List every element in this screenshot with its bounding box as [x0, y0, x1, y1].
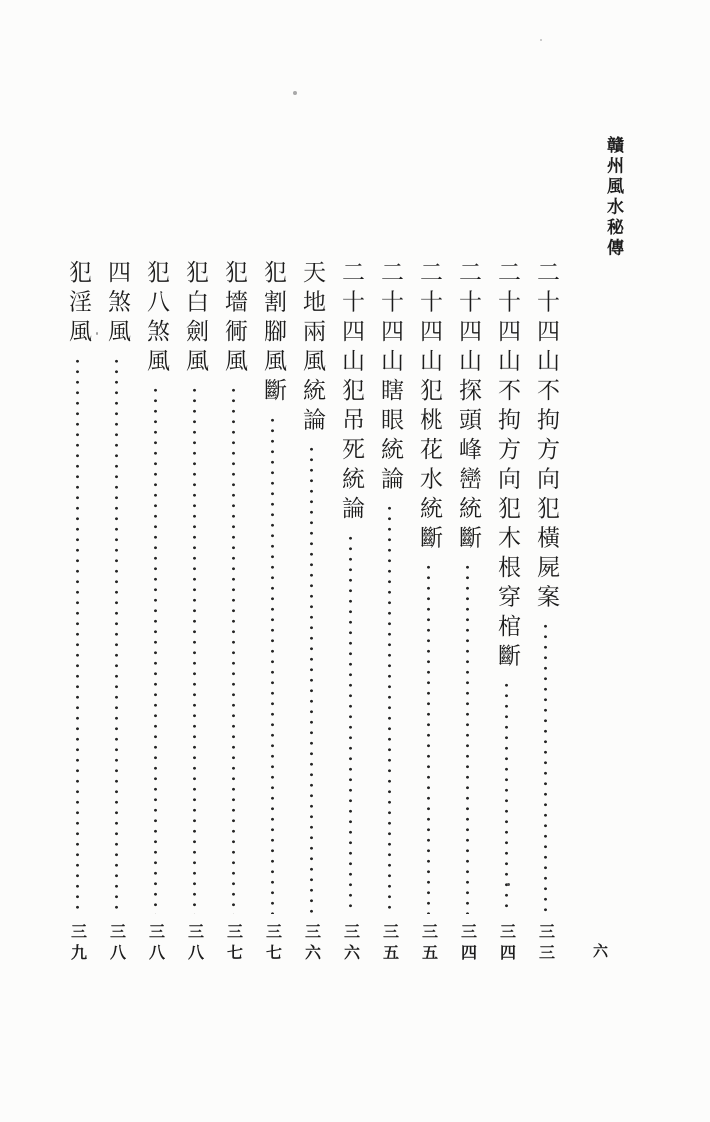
toc-entry-title: 天地兩風統論: [299, 260, 325, 437]
folio-page-number: 六: [593, 942, 609, 960]
dotted-leader: [193, 385, 196, 914]
dotted-leader: [505, 680, 508, 914]
toc-entry-title: 二十四山瞎眼統論: [377, 260, 403, 496]
toc-entry-page-number: 三七: [263, 923, 283, 965]
toc-entry-page-number: 三六: [302, 923, 322, 965]
toc-entry-page-number: 三六: [341, 923, 361, 965]
dotted-leader: [466, 562, 469, 914]
dotted-leader: [310, 444, 313, 914]
toc-entry: [331, 260, 370, 966]
dotted-leader: [76, 356, 79, 915]
toc-entry-page-number: 三四: [458, 923, 478, 965]
toc-entry-title: 犯八煞風: [143, 260, 169, 378]
toc-entry: [97, 260, 136, 966]
toc-entry-title: 犯割腳風斷: [260, 260, 286, 408]
dotted-leader: [544, 621, 547, 914]
toc-entry-page-number: 三三: [536, 923, 556, 965]
toc-entry-title: 二十四山不拘方向犯木根穿棺斷: [494, 260, 520, 673]
toc-entry: [214, 260, 253, 966]
toc-entry: [253, 260, 292, 966]
toc-entry: [526, 260, 565, 966]
dotted-leader: [349, 533, 352, 915]
toc-entry-title: 犯白劍風: [182, 260, 208, 378]
toc-entry: [487, 260, 526, 966]
toc-entry-page-number: 三八: [107, 923, 127, 965]
toc-entry-title: 二十四山探頭峰巒統斷: [455, 260, 481, 555]
toc-entry-title: 犯淫風: [65, 260, 91, 349]
toc-entry-title: 二十四山犯桃花水統斷: [416, 260, 442, 555]
toc-entry: [292, 260, 331, 966]
toc-entry-page-number: 三八: [185, 923, 205, 965]
toc-entry: [448, 260, 487, 966]
toc-entry-title: 二十四山犯吊死統論: [338, 260, 364, 526]
dotted-leader: [232, 385, 235, 914]
scan-speck: [293, 91, 297, 95]
dotted-leader: [154, 385, 157, 914]
dotted-leader: [115, 356, 118, 915]
toc-entry-page-number: 三四: [497, 923, 517, 965]
dotted-leader: [427, 562, 430, 914]
toc-entry-page-number: 三五: [380, 923, 400, 965]
toc-entry-page-number: 三七: [224, 923, 244, 965]
toc-entry: [175, 260, 214, 966]
book-title: 贛州風水秘傳: [603, 136, 623, 259]
scan-speck: [540, 39, 542, 41]
scan-speck: [507, 883, 510, 886]
toc-entry-title: 犯墻衕風: [221, 260, 247, 378]
dotted-leader: [271, 415, 274, 915]
toc-entry: [58, 260, 97, 966]
toc-entry-page-number: 三九: [68, 923, 88, 965]
toc-entry-page-number: 三八: [146, 923, 166, 965]
toc-entry: [409, 260, 448, 966]
toc-entry-title: 二十四山不拘方向犯橫屍案: [533, 260, 559, 614]
toc-entry: [370, 260, 409, 966]
dotted-leader: [388, 503, 391, 914]
toc-entry-title: 四煞風: [104, 260, 130, 349]
toc-entry-page-number: 三五: [419, 923, 439, 965]
toc-entry: [136, 260, 175, 966]
toc-list: [58, 260, 565, 966]
scan-speck: [96, 332, 98, 335]
